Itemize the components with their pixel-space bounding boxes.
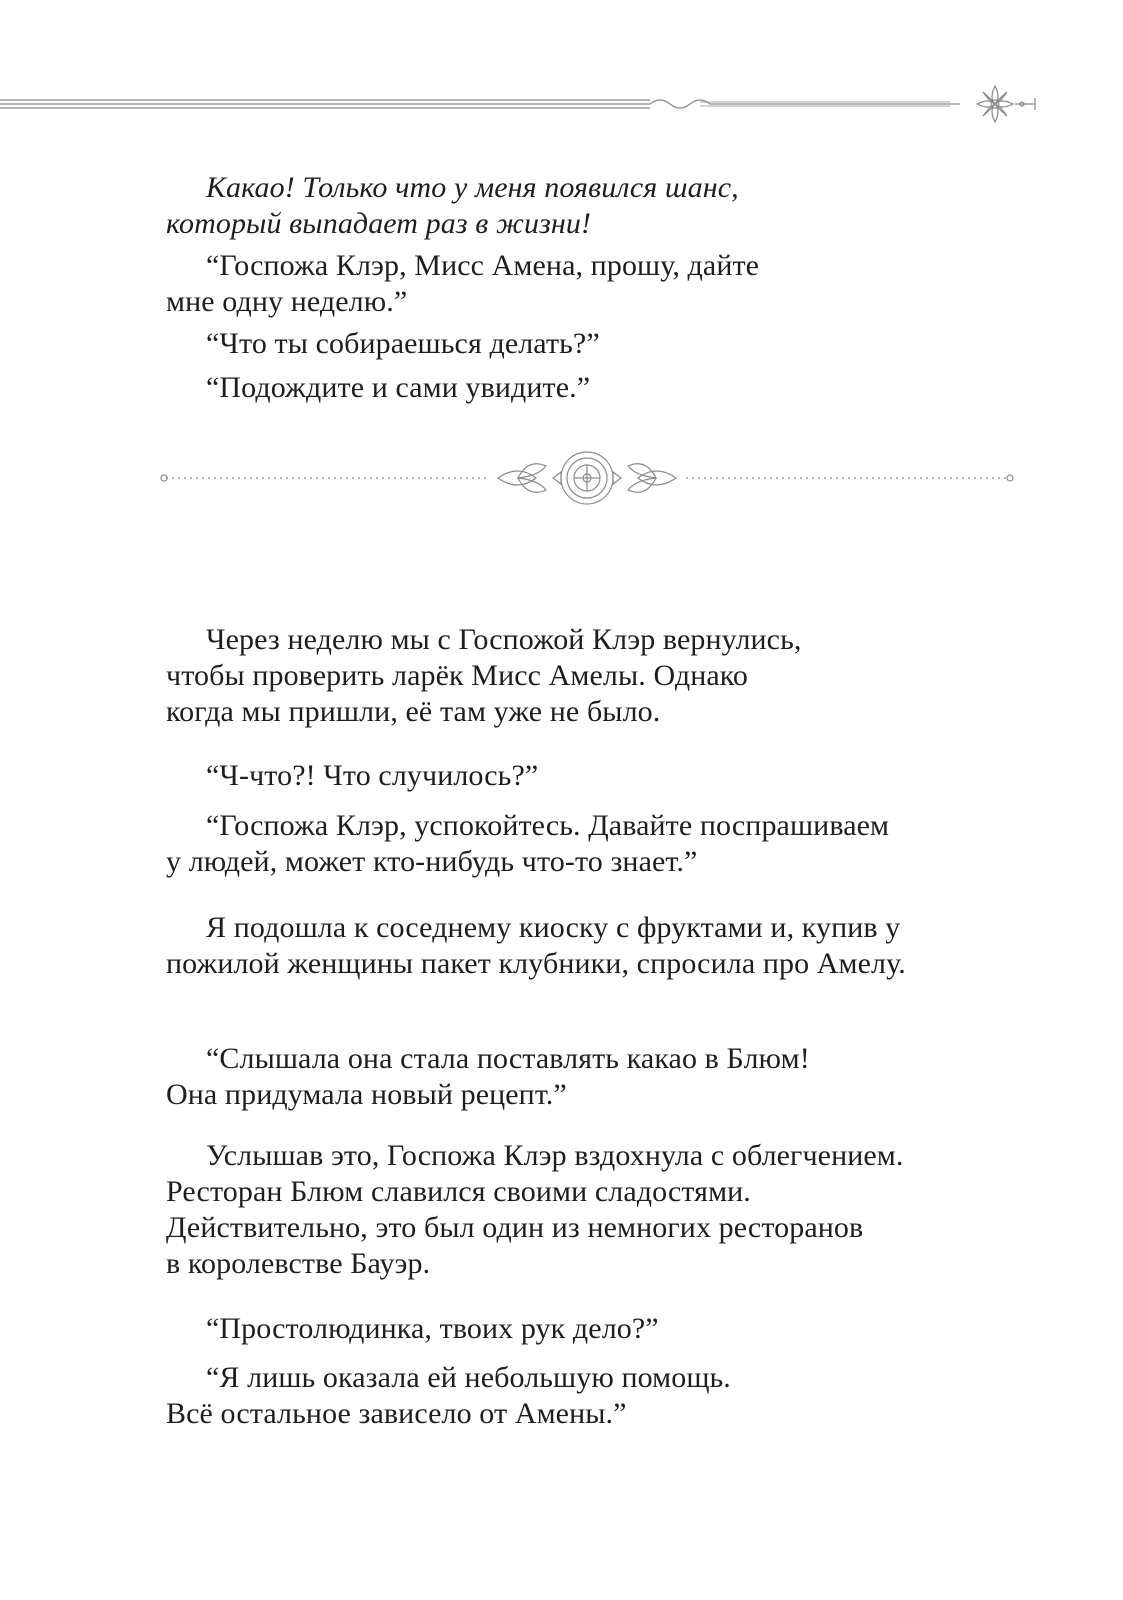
paragraph-dialogue: “Ч-что?! Что случилось?” bbox=[206, 759, 539, 792]
paragraph-dialogue: “Простолюдинка, твоих рук дело?” bbox=[206, 1312, 659, 1345]
paragraph-dialogue: “Госпожа Клэр, Мисс Амена, прошу, дайте мне одну неделю.” bbox=[166, 249, 760, 318]
top-floral-border bbox=[0, 80, 1050, 128]
paragraph-narration: Я подошла к соседнему киоску с фруктами и, купив у пожилой женщины пакет клубники, спросила про Амелу. bbox=[166, 911, 906, 980]
paragraph-dialogue: “Я лишь оказала ей небольшую помощь. Всё остальное зависело от Амены.” bbox=[166, 1361, 731, 1430]
paragraph-dialogue: “Подождите и сами увидите.” bbox=[206, 371, 591, 404]
paragraph-dialogue: “Слышала она стала поставлять какао в Блюм! Она придумала новый рецепт.” bbox=[166, 1042, 810, 1111]
paragraph-narration: Через неделю мы с Госпожой Клэр вернулись, чтобы проверить ларёк Мисс Амелы. Однако когда мы пришли, её там уже не было. bbox=[166, 623, 802, 728]
section-divider-ornament bbox=[158, 446, 1016, 510]
paragraph-italic-thought: Какао! Только что у меня появился шанс, который выпадает раз в жизни! bbox=[166, 171, 739, 240]
paragraph-narration: Услышав это, Госпожа Клэр вздохнула с облегчением. Ресторан Блюм славился своими сладостями. Действительно, это был один из немногих ресторанов в королевстве Бауэр. bbox=[166, 1139, 904, 1280]
paragraph-dialogue: “Что ты собираешься делать?” bbox=[206, 327, 600, 360]
paragraph-dialogue: “Госпожа Клэр, успокойтесь. Давайте поспрашиваем у людей, может кто-нибудь что-то знает.” bbox=[166, 809, 890, 878]
